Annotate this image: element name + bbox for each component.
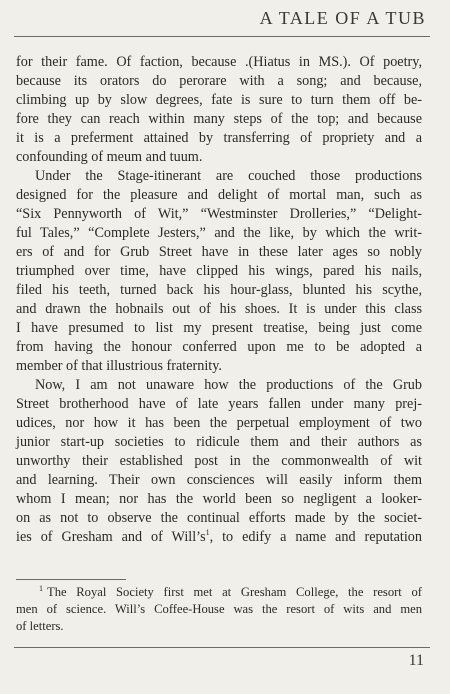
text-line: udices, nor how it has been the perpetual employment of two [16,415,422,431]
text-line: because its orators do perorare with a song; and because, [16,73,422,89]
text-line: junior start-up societies to ridicule them and their authors as [16,434,422,450]
text-line: filed his teeth, turned back his hour-glass, blunted his scythe, [16,282,422,298]
text-line: and learning. Their own consciences will easily inform them [16,472,422,488]
text-line: and drawn the hobnails out of his shoes. It is under this class [16,301,422,317]
text-line: fore they can reach within many steps of the top; and because [16,111,422,127]
text-line: confounding of meum and tuum. [16,149,203,165]
footnote-line [16,584,422,601]
footnote-number: 1 [39,584,43,593]
footnote [16,584,422,635]
footnote-line: men of science. Will’s Coffee-House was the resort of wits and men [16,602,422,616]
running-head: A TALE OF A TUB [259,8,426,28]
text-line: Under the Stage-itinerant are couched those productions [35,168,422,184]
text-line: “Six Pennyworth of Wit,” “Westminster Drolleries,” “Delight- [16,206,422,222]
text-line: whom I mean; nor has the world been so negligent a looker- [16,491,422,507]
text-fragment: , to edify a name and reputation [209,529,422,545]
text-line: member of that illustrious fraternity. [16,358,222,374]
header-rule [14,36,430,37]
text-line: unworthy their established post in the commonwealth of wit [16,453,422,469]
footnote-text: The Royal Society first met at Gresham College, the resort of [47,585,422,599]
text-line: on as not to observe the continual efforts made by the societ- [16,510,422,526]
text-line: Street brotherhood have of late years fallen under many prej- [16,396,422,412]
page-number: 11 [408,652,424,669]
text-line: for their fame. Of faction, because .(Hiatus in MS.). Of poetry, [16,54,422,70]
text-line: Now, I am not unaware how the productions of the Grub [35,377,422,393]
text-line: triumphed over time, have clipped his wings, pared his nails, [16,263,422,279]
body-text [16,53,422,547]
text-line: I have presumed to list my present treatise, being just come [16,320,422,336]
footer-rule [14,647,430,648]
text-line: it is a preferment attained by transferring of propriety and a [16,130,422,146]
footnote-line: of letters. [16,619,64,633]
footnote-reference: 1 [205,528,210,537]
text-line: from having the honour conferred upon me to be adopted a [16,339,422,355]
text-line [16,528,422,547]
text-line: climbing up by slow degrees, fate is sure to turn them off be- [16,92,422,108]
text-line: ers of and for Grub Street have in these later ages so nobly [16,244,422,260]
text-fragment: ies of Gresham and of Will’s [16,529,206,545]
text-line: ful Tales,” “Complete Jesters,” and the like, by which the writ- [16,225,422,241]
footnote-rule [16,579,126,580]
text-line: designed for the pleasure and delight of mortal man, such as [16,187,422,203]
